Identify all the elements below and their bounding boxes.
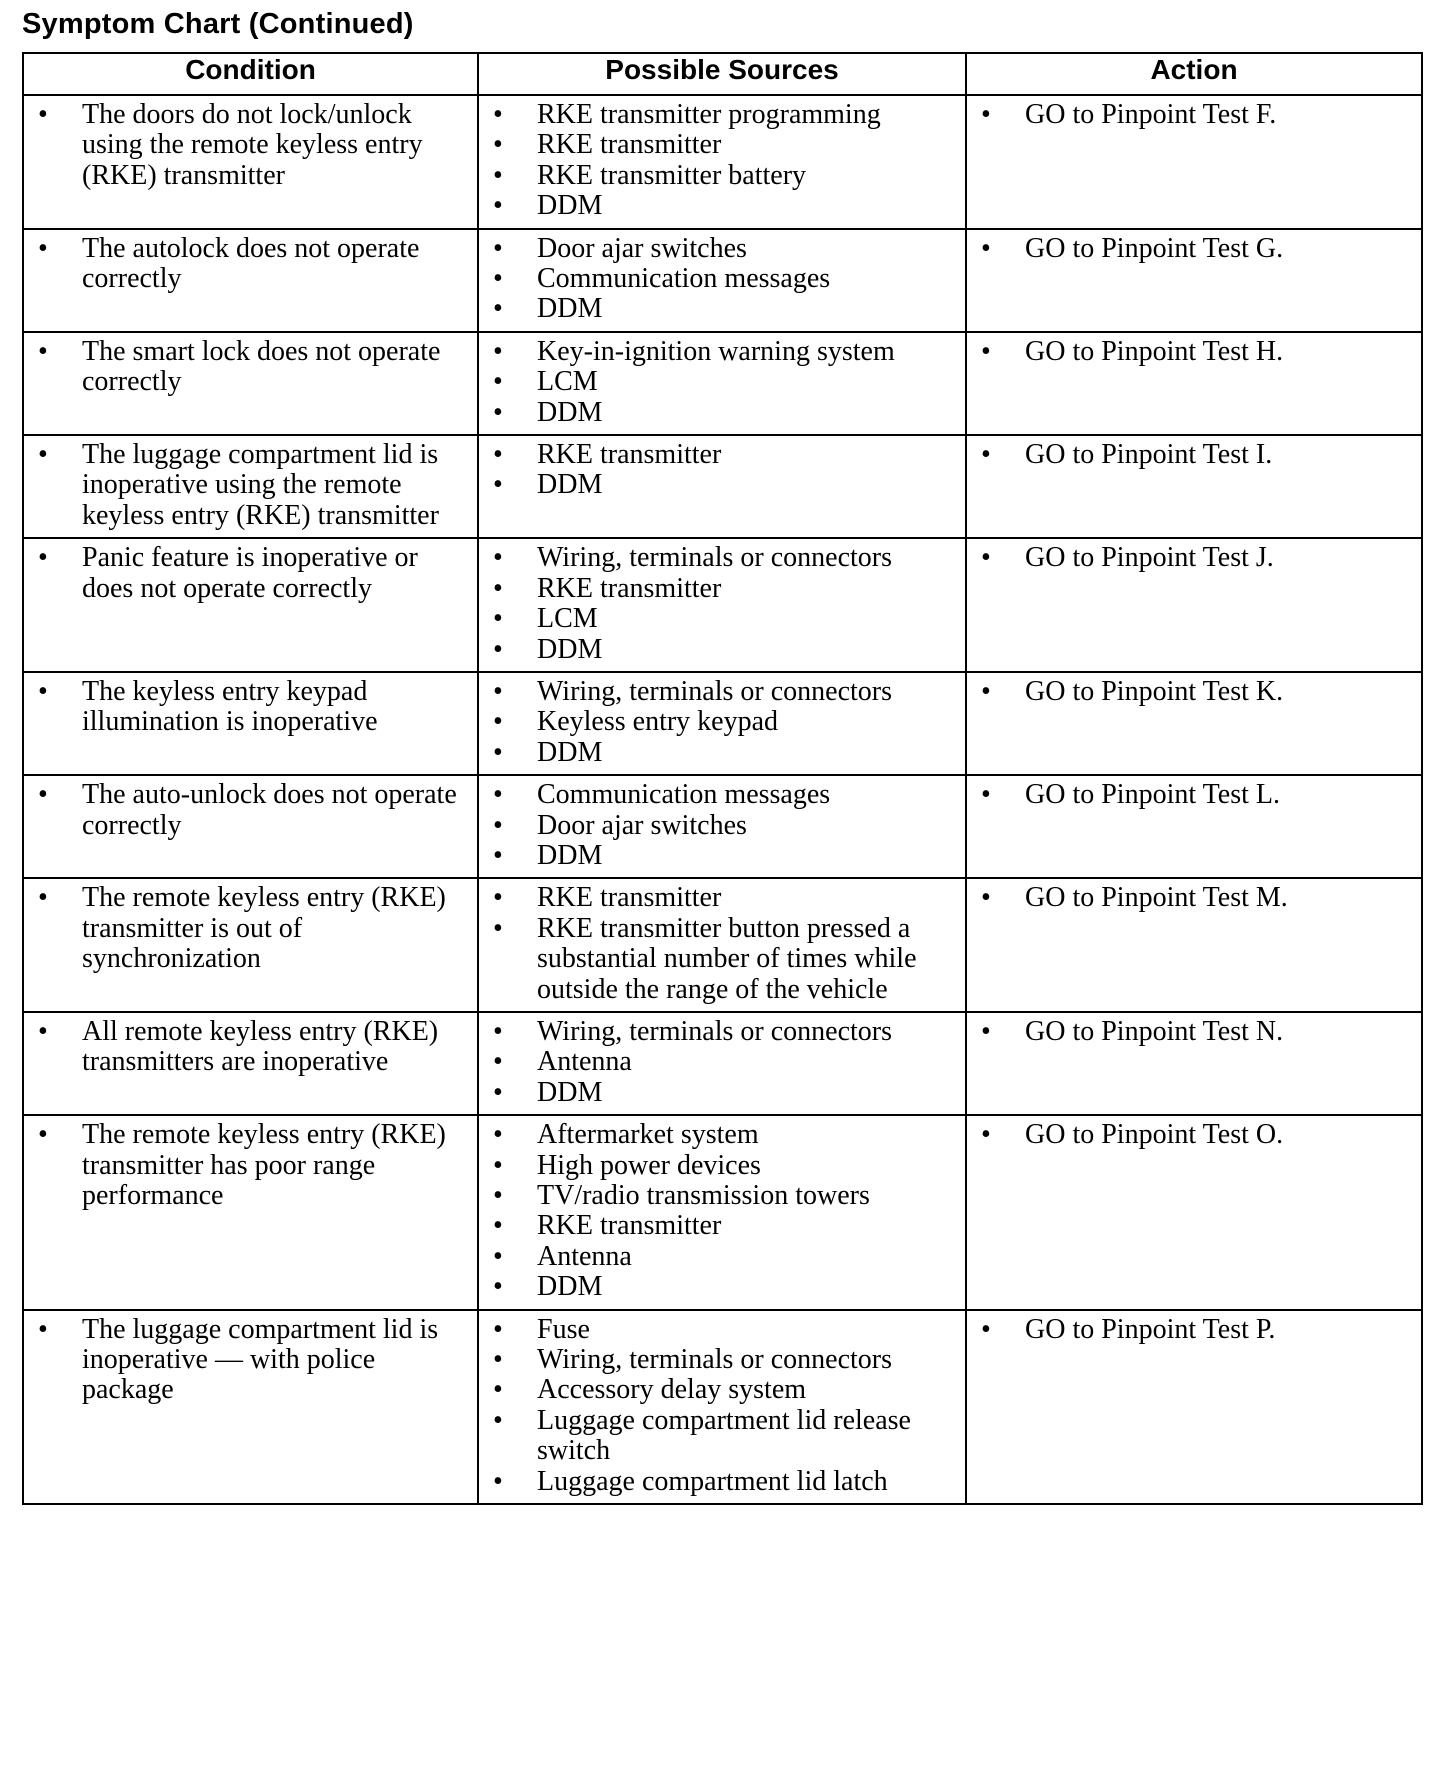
- action-cell: [966, 332, 1422, 435]
- possible-sources-list: [487, 677, 959, 768]
- possible-source-item: • Wiring, terminals or connectors: [487, 543, 959, 573]
- action-list: [975, 677, 1415, 707]
- possible-source-item: • Antenna: [487, 1047, 959, 1077]
- action-list: [975, 1315, 1415, 1345]
- action-cell: [966, 1012, 1422, 1115]
- possible-source-item: • DDM: [487, 294, 959, 324]
- possible-source-item: • RKE transmitter: [487, 130, 959, 160]
- possible-sources-cell: [478, 1310, 966, 1504]
- possible-source-item: • DDM: [487, 470, 959, 500]
- possible-source-item: • Aftermarket system: [487, 1120, 959, 1150]
- condition-list: [32, 780, 471, 841]
- condition-cell: [23, 95, 478, 229]
- action-cell: [966, 538, 1422, 672]
- possible-source-item: • Communication messages: [487, 780, 959, 810]
- possible-source-item: • RKE transmitter: [487, 574, 959, 604]
- action-text: • GO to Pinpoint Test J.: [975, 543, 1415, 573]
- table-row: [23, 1012, 1422, 1115]
- possible-sources-cell: [478, 538, 966, 672]
- header-row: [23, 53, 1422, 95]
- action-list: [975, 883, 1415, 913]
- table-row: [23, 672, 1422, 775]
- condition-text: • The remote keyless entry (RKE) transmitter has poor range performance: [32, 1120, 471, 1211]
- possible-source-item: • Key-in-ignition warning system: [487, 337, 959, 367]
- possible-sources-list: [487, 883, 959, 1005]
- condition-list: [32, 1315, 471, 1406]
- condition-cell: [23, 332, 478, 435]
- possible-sources-cell: [478, 775, 966, 878]
- possible-source-item: • DDM: [487, 635, 959, 665]
- possible-source-item: • DDM: [487, 1078, 959, 1108]
- action-list: [975, 440, 1415, 470]
- condition-cell: [23, 672, 478, 775]
- condition-list: [32, 677, 471, 738]
- action-cell: [966, 1310, 1422, 1504]
- condition-cell: [23, 435, 478, 538]
- condition-text: • The keyless entry keypad illumination is inoperative: [32, 677, 471, 738]
- possible-source-item: • Luggage compartment lid latch: [487, 1467, 959, 1497]
- possible-sources-cell: [478, 332, 966, 435]
- page-title: Symptom Chart (Continued): [22, 8, 414, 40]
- action-list: [975, 780, 1415, 810]
- condition-cell: [23, 1115, 478, 1309]
- possible-source-item: • DDM: [487, 738, 959, 768]
- possible-source-item: • Wiring, terminals or connectors: [487, 1345, 959, 1375]
- condition-text: • The luggage compartment lid is inoperative — with police package: [32, 1315, 471, 1406]
- table-row: [23, 775, 1422, 878]
- condition-cell: [23, 1012, 478, 1115]
- possible-source-item: • RKE transmitter: [487, 1211, 959, 1241]
- condition-cell: [23, 538, 478, 672]
- possible-sources-cell: [478, 1115, 966, 1309]
- possible-source-item: • Fuse: [487, 1315, 959, 1345]
- table-row: [23, 878, 1422, 1012]
- table-row: [23, 435, 1422, 538]
- symptom-chart-table: [22, 52, 1423, 1505]
- condition-cell: [23, 1310, 478, 1504]
- action-text: • GO to Pinpoint Test O.: [975, 1120, 1415, 1150]
- action-cell: [966, 95, 1422, 229]
- condition-text: • The luggage compartment lid is inoperative using the remote keyless entry (RKE) transmitter: [32, 440, 471, 531]
- condition-cell: [23, 878, 478, 1012]
- possible-sources-list: [487, 780, 959, 871]
- possible-source-item: • Accessory delay system: [487, 1375, 959, 1405]
- possible-sources-list: [487, 543, 959, 665]
- action-text: • GO to Pinpoint Test P.: [975, 1315, 1415, 1345]
- possible-source-item: • RKE transmitter: [487, 883, 959, 913]
- header-condition: Condition: [23, 53, 478, 95]
- possible-sources-list: [487, 1315, 959, 1497]
- possible-source-item: • TV/radio transmission towers: [487, 1181, 959, 1211]
- table-row: [23, 1310, 1422, 1504]
- action-list: [975, 337, 1415, 367]
- action-cell: [966, 775, 1422, 878]
- condition-cell: [23, 229, 478, 332]
- header-possible-sources: Possible Sources: [478, 53, 966, 95]
- condition-list: [32, 234, 471, 295]
- condition-text: • The auto-unlock does not operate correctly: [32, 780, 471, 841]
- action-list: [975, 543, 1415, 573]
- condition-text: • The autolock does not operate correctly: [32, 234, 471, 295]
- condition-cell: [23, 775, 478, 878]
- possible-sources-cell: [478, 672, 966, 775]
- possible-sources-list: [487, 234, 959, 325]
- table-row: [23, 332, 1422, 435]
- condition-text: • All remote keyless entry (RKE) transmitters are inoperative: [32, 1017, 471, 1078]
- possible-source-item: • RKE transmitter battery: [487, 161, 959, 191]
- condition-list: [32, 883, 471, 974]
- possible-source-item: • Communication messages: [487, 264, 959, 294]
- action-text: • GO to Pinpoint Test F.: [975, 100, 1415, 130]
- table-row: [23, 229, 1422, 332]
- possible-sources-list: [487, 1017, 959, 1108]
- condition-list: [32, 337, 471, 398]
- action-text: • GO to Pinpoint Test M.: [975, 883, 1415, 913]
- condition-text: • The remote keyless entry (RKE) transmitter is out of synchronization: [32, 883, 471, 974]
- action-list: [975, 234, 1415, 264]
- action-list: [975, 100, 1415, 130]
- possible-source-item: • DDM: [487, 1272, 959, 1302]
- table-row: [23, 95, 1422, 229]
- condition-list: [32, 543, 471, 604]
- action-cell: [966, 1115, 1422, 1309]
- table-row: [23, 538, 1422, 672]
- possible-source-item: • LCM: [487, 604, 959, 634]
- action-list: [975, 1017, 1415, 1047]
- action-cell: [966, 672, 1422, 775]
- possible-source-item: • High power devices: [487, 1151, 959, 1181]
- possible-source-item: • DDM: [487, 841, 959, 871]
- possible-source-item: • Door ajar switches: [487, 234, 959, 264]
- possible-sources-cell: [478, 435, 966, 538]
- possible-source-item: • RKE transmitter programming: [487, 100, 959, 130]
- possible-source-item: • Luggage compartment lid release switch: [487, 1406, 959, 1467]
- condition-text: • The smart lock does not operate correctly: [32, 337, 471, 398]
- condition-list: [32, 440, 471, 531]
- condition-list: [32, 1017, 471, 1078]
- action-text: • GO to Pinpoint Test K.: [975, 677, 1415, 707]
- action-text: • GO to Pinpoint Test G.: [975, 234, 1415, 264]
- possible-source-item: • Wiring, terminals or connectors: [487, 1017, 959, 1047]
- action-cell: [966, 435, 1422, 538]
- table-row: [23, 1115, 1422, 1309]
- action-list: [975, 1120, 1415, 1150]
- possible-sources-cell: [478, 878, 966, 1012]
- action-text: • GO to Pinpoint Test N.: [975, 1017, 1415, 1047]
- possible-source-item: • RKE transmitter button pressed a substantial number of times while outside the range of the vehicle: [487, 914, 959, 1005]
- possible-sources-list: [487, 337, 959, 428]
- condition-text: • The doors do not lock/unlock using the remote keyless entry (RKE) transmitter: [32, 100, 471, 191]
- possible-source-item: • DDM: [487, 398, 959, 428]
- possible-sources-list: [487, 100, 959, 222]
- action-cell: [966, 229, 1422, 332]
- condition-list: [32, 100, 471, 191]
- action-cell: [966, 878, 1422, 1012]
- possible-sources-list: [487, 1120, 959, 1302]
- possible-sources-list: [487, 440, 959, 501]
- possible-source-item: • Wiring, terminals or connectors: [487, 677, 959, 707]
- possible-source-item: • Antenna: [487, 1242, 959, 1272]
- action-text: • GO to Pinpoint Test I.: [975, 440, 1415, 470]
- condition-list: [32, 1120, 471, 1211]
- possible-source-item: • Door ajar switches: [487, 811, 959, 841]
- header-action: Action: [966, 53, 1422, 95]
- possible-sources-cell: [478, 1012, 966, 1115]
- table-body: [23, 95, 1422, 1504]
- possible-source-item: • RKE transmitter: [487, 440, 959, 470]
- possible-sources-cell: [478, 229, 966, 332]
- action-text: • GO to Pinpoint Test L.: [975, 780, 1415, 810]
- condition-text: • Panic feature is inoperative or does not operate correctly: [32, 543, 471, 604]
- action-text: • GO to Pinpoint Test H.: [975, 337, 1415, 367]
- possible-source-item: • LCM: [487, 367, 959, 397]
- possible-sources-cell: [478, 95, 966, 229]
- possible-source-item: • Keyless entry keypad: [487, 707, 959, 737]
- possible-source-item: • DDM: [487, 191, 959, 221]
